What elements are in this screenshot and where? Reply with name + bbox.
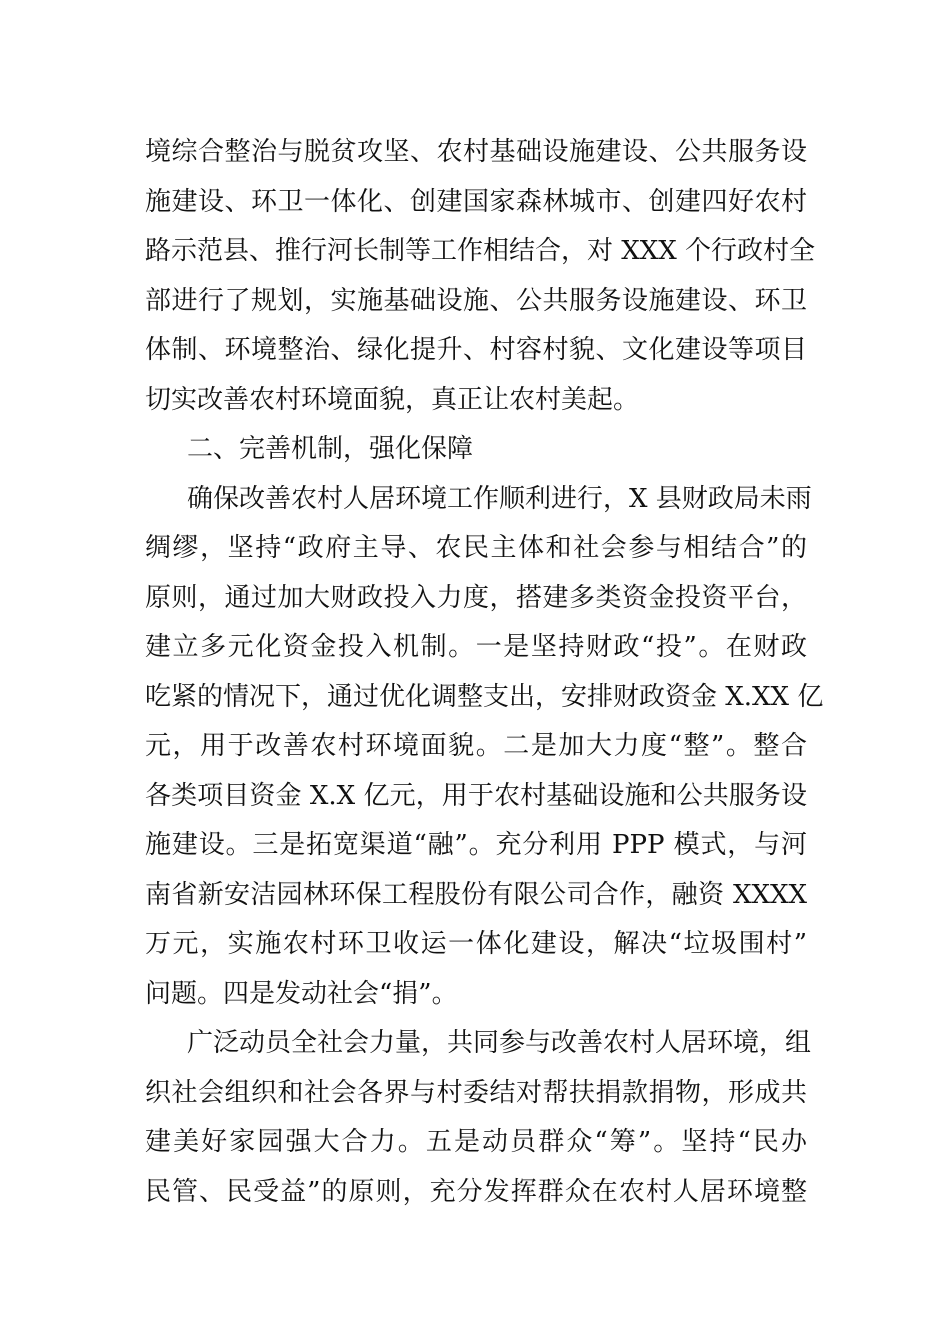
- text-line: 体制、环境整治、绿化提升、村容村貌、文化建设等项目: [145, 335, 807, 365]
- text-line: 民管、民受益”的原则，充分发挥群众在农村人居环境整: [145, 1176, 807, 1207]
- text-line: 各类项目资金 X.X 亿元，用于农村基础设施和公共服务设: [145, 780, 807, 811]
- section-heading: 二、完善机制，强化保障: [187, 434, 474, 464]
- text-line: 施建设。三是拓宽渠道“融”。充分利用 PPP 模式，与河: [145, 830, 807, 860]
- text-line: 切实改善农村环境面貌，真正让农村美起。: [145, 384, 640, 415]
- text-line: 确保改善农村人居环境工作顺利进行，X 县财政局未雨: [187, 483, 812, 514]
- text-line: 路示范县、推行河长制等工作相结合，对 XXX 个行政村全: [145, 236, 816, 266]
- text-line: 广泛动员全社会力量，共同参与改善农村人居环境，组: [187, 1028, 812, 1058]
- text-line: 建立多元化资金投入机制。一是坚持财政“投”。在财政: [145, 632, 807, 662]
- text-line: 问题。四是发动社会“捐”。: [145, 978, 458, 1009]
- body-text: [145, 128, 824, 1217]
- text-line: 织社会组织和社会各界与村委结对帮扶捐款捐物，形成共: [145, 1077, 807, 1108]
- text-line: 建美好家园强大合力。五是动员群众“筹”。坚持“民办: [145, 1127, 807, 1157]
- text-line: 境综合整治与脱贫攻坚、农村基础设施建设、公共服务设: [145, 137, 807, 167]
- text-line: 吃紧的情况下，通过优化调整支出，安排财政资金 X.XX 亿: [145, 681, 824, 712]
- text-line: 部进行了规划，实施基础设施、公共服务设施建设、环卫: [145, 285, 807, 316]
- text-line: 元，用于改善农村环境面貌。二是加大力度“整”。整合: [145, 731, 807, 761]
- text-line: 原则，通过加大财政投入力度，搭建多类资金投资平台，: [145, 582, 807, 613]
- text-line: 施建设、环卫一体化、创建国家森林城市、创建四好农村: [145, 186, 807, 217]
- text-line: 南省新安洁园林环保工程股份有限公司合作，融资 XXXX: [145, 879, 807, 910]
- text-line: 万元，实施农村环卫收运一体化建设，解决“垃圾围村”: [145, 929, 807, 959]
- text-line: 绸缪，坚持“政府主导、农民主体和社会参与相结合”的: [145, 533, 807, 563]
